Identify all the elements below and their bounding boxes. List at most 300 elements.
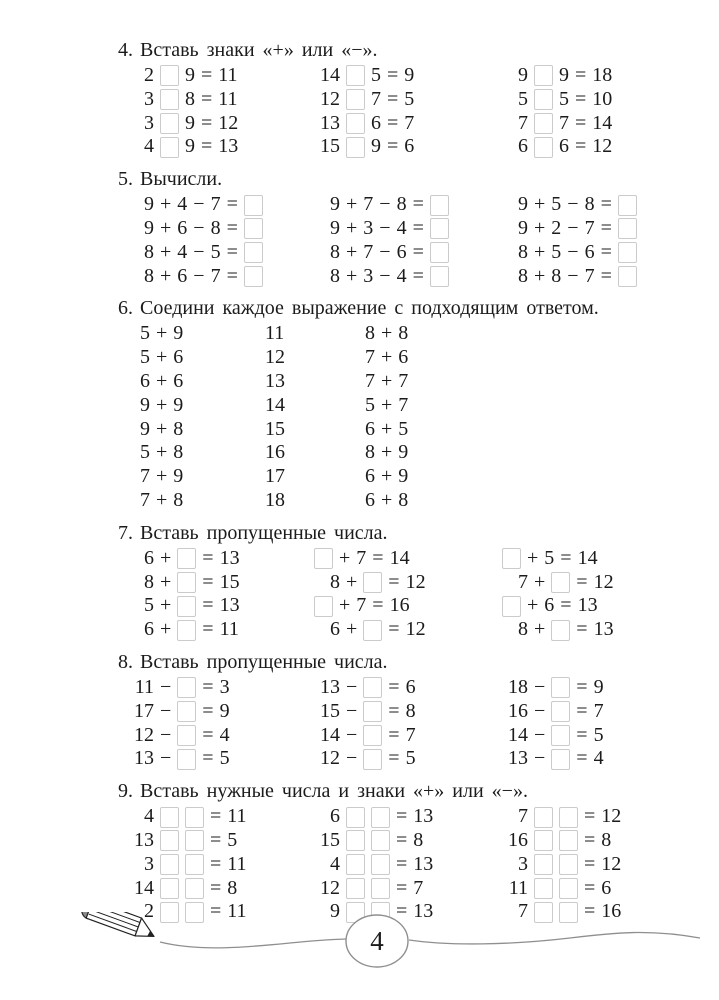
operator-sign: +	[534, 240, 546, 263]
equation-column	[314, 64, 502, 159]
number: 12	[218, 111, 239, 134]
number: 12	[134, 723, 154, 746]
answer-box[interactable]	[177, 572, 196, 593]
answer-box[interactable]	[430, 195, 449, 216]
answer-box[interactable]	[160, 89, 179, 110]
number: 9	[518, 64, 528, 86]
answer-box[interactable]	[363, 572, 382, 593]
equals-sign: =	[396, 828, 408, 851]
match-expression	[140, 346, 265, 370]
number: 2	[144, 64, 154, 86]
operator-sign: +	[339, 546, 351, 569]
number: 3	[144, 111, 154, 134]
number: 9	[330, 216, 340, 239]
number: 12	[601, 852, 622, 875]
exercise-number: 7.	[118, 521, 133, 544]
answer-box[interactable]	[618, 195, 637, 216]
equation	[502, 193, 719, 217]
number: 16	[265, 441, 285, 464]
operator-sign: +	[534, 570, 546, 593]
answer-box[interactable]	[177, 620, 196, 641]
equals-sign: =	[584, 876, 596, 899]
operator-sign: +	[381, 417, 393, 440]
answer-box[interactable]	[534, 137, 553, 158]
answer-box[interactable]	[346, 807, 365, 828]
answer-box[interactable]	[177, 677, 196, 698]
answer-box[interactable]	[534, 89, 553, 110]
equation	[314, 265, 502, 289]
number: 2	[144, 900, 154, 923]
number: 6	[371, 111, 381, 134]
number: 5	[593, 723, 604, 746]
equation	[128, 877, 314, 901]
number: 6	[173, 346, 184, 369]
page-number: 4	[370, 926, 384, 956]
match-expression	[140, 441, 265, 465]
answer-box[interactable]	[346, 137, 365, 158]
matching-grid	[140, 322, 719, 512]
equation	[314, 571, 502, 595]
operator-sign: +	[160, 240, 172, 263]
equation	[502, 135, 719, 159]
equation	[128, 217, 314, 241]
operator-sign: +	[534, 216, 546, 239]
equals-sign: =	[575, 111, 587, 134]
number: 7	[398, 393, 409, 416]
answer-box[interactable]	[160, 65, 179, 86]
answer-box[interactable]	[185, 878, 204, 899]
exercise-5	[118, 167, 719, 288]
answer-box[interactable]	[559, 878, 578, 899]
operator-sign: −	[193, 240, 205, 263]
equation	[502, 700, 719, 724]
number: 6	[584, 240, 595, 263]
number: 6	[144, 546, 154, 569]
operator-sign: −	[160, 675, 172, 698]
equation	[502, 571, 719, 595]
number: 3	[144, 87, 154, 110]
answer-box[interactable]	[363, 725, 382, 746]
number: 18	[592, 64, 613, 86]
operator-sign: −	[567, 193, 579, 216]
number: 6	[173, 369, 184, 392]
number: 8	[601, 828, 612, 851]
answer-box[interactable]	[314, 596, 333, 617]
number: 13	[577, 594, 598, 617]
operator-sign: +	[339, 594, 351, 617]
number: 6	[396, 240, 407, 263]
number: 8	[210, 216, 221, 239]
number: 4	[177, 240, 188, 263]
answer-box[interactable]	[346, 113, 365, 134]
answer-box[interactable]	[346, 878, 365, 899]
number: 16	[389, 594, 410, 617]
operator-sign: −	[193, 264, 205, 287]
answer-box[interactable]	[559, 830, 578, 851]
answer-box[interactable]	[551, 620, 570, 641]
exercise-8	[118, 650, 719, 771]
exercise-title: Соедини каждое выражение с подходящим ответом.	[140, 297, 599, 320]
answer-box[interactable]	[160, 830, 179, 851]
equals-sign: =	[387, 64, 399, 86]
exercise-title: Вставь знаки «+» или «−».	[140, 39, 378, 61]
number: 9	[144, 216, 154, 239]
equation	[502, 217, 719, 241]
answer-box[interactable]	[559, 807, 578, 828]
number: 4	[330, 852, 340, 875]
answer-box[interactable]	[160, 137, 179, 158]
answer-box[interactable]	[363, 749, 382, 770]
number: 5	[140, 441, 150, 464]
number: 7	[518, 900, 528, 923]
equation-column	[502, 676, 719, 771]
exercise-number: 8.	[118, 650, 133, 673]
match-answer	[265, 322, 365, 346]
answer-box[interactable]	[185, 807, 204, 828]
number: 10	[592, 87, 613, 110]
equals-sign: =	[210, 828, 222, 851]
number: 5	[559, 87, 569, 110]
match-expression	[140, 465, 265, 489]
answer-box[interactable]	[185, 830, 204, 851]
operator-sign: −	[160, 723, 172, 746]
number: 6	[177, 264, 188, 287]
answer-box[interactable]	[346, 854, 365, 875]
answer-box[interactable]	[244, 195, 263, 216]
answer-box[interactable]	[371, 878, 390, 899]
number: 8	[551, 264, 562, 287]
operator-sign: +	[346, 570, 358, 593]
answer-box[interactable]	[534, 830, 553, 851]
match-expression	[140, 394, 265, 418]
answer-box[interactable]	[160, 854, 179, 875]
operator-sign: −	[346, 675, 358, 698]
number: 11	[227, 852, 247, 875]
answer-box[interactable]	[177, 596, 196, 617]
operator-sign: −	[567, 240, 579, 263]
number: 7	[404, 111, 415, 134]
answer-box[interactable]	[363, 701, 382, 722]
operator-sign: +	[160, 594, 172, 617]
equation-grid	[128, 805, 719, 924]
number: 5	[551, 240, 562, 263]
equals-sign: =	[584, 828, 596, 851]
operator-sign: +	[527, 546, 539, 569]
answer-box[interactable]	[534, 65, 553, 86]
exercise-title: Вставь пропущенные числа.	[140, 650, 388, 673]
number: 11	[265, 322, 285, 345]
exercise-number: 4.	[118, 39, 133, 61]
equals-sign: =	[210, 852, 222, 875]
operator-sign: +	[160, 546, 172, 569]
equation	[128, 829, 314, 853]
number: 9	[140, 393, 150, 416]
operator-sign: −	[346, 699, 358, 722]
number: 9	[173, 465, 184, 488]
answer-box[interactable]	[502, 548, 521, 569]
number: 8	[413, 828, 424, 851]
answer-box[interactable]	[346, 65, 365, 86]
equals-sign: =	[576, 747, 588, 770]
answer-box[interactable]	[371, 854, 390, 875]
number: 6	[177, 216, 188, 239]
answer-box[interactable]	[177, 701, 196, 722]
equation	[502, 805, 719, 829]
answer-box[interactable]	[346, 830, 365, 851]
number: 12	[265, 346, 285, 369]
number: 18	[508, 675, 528, 698]
equation	[314, 135, 502, 159]
number: 9	[144, 193, 154, 216]
operator-sign: −	[379, 193, 391, 216]
answer-box[interactable]	[371, 830, 390, 851]
number: 7	[518, 805, 528, 828]
equation	[314, 64, 502, 88]
equals-sign: =	[388, 570, 400, 593]
operator-sign: −	[379, 240, 391, 263]
equals-sign: =	[201, 64, 213, 86]
equation	[502, 724, 719, 748]
number: 12	[320, 747, 340, 770]
equation	[314, 618, 502, 642]
number: 16	[601, 900, 622, 923]
number: 11	[218, 87, 238, 110]
answer-box[interactable]	[430, 266, 449, 287]
exercise-header	[118, 38, 719, 63]
exercise-header	[118, 650, 719, 675]
answer-box[interactable]	[618, 242, 637, 263]
match-expression	[365, 370, 719, 394]
number: 6	[365, 488, 375, 511]
number: 5	[544, 546, 555, 569]
equals-sign: =	[388, 723, 400, 746]
match-answer	[265, 370, 365, 394]
answer-box[interactable]	[618, 266, 637, 287]
equation	[314, 217, 502, 241]
equation-column	[128, 547, 314, 642]
equation	[128, 805, 314, 829]
number: 9	[140, 417, 150, 440]
answer-box[interactable]	[551, 677, 570, 698]
equation-column	[128, 805, 314, 924]
operator-sign: −	[379, 264, 391, 287]
exercise-number: 9.	[118, 780, 133, 803]
number: 14	[265, 393, 285, 416]
match-expression	[365, 322, 719, 346]
equals-sign: =	[372, 546, 384, 569]
answer-box[interactable]	[363, 620, 382, 641]
equals-sign: =	[388, 747, 400, 770]
operator-sign: +	[346, 618, 358, 641]
operator-sign: +	[156, 417, 168, 440]
answer-box[interactable]	[160, 113, 179, 134]
answer-box[interactable]	[177, 548, 196, 569]
number: 9	[173, 393, 184, 416]
number: 13	[134, 828, 154, 851]
answer-box[interactable]	[534, 113, 553, 134]
equals-sign: =	[226, 264, 238, 287]
number: 7	[363, 193, 374, 216]
number: 15	[320, 828, 340, 851]
number: 13	[219, 546, 240, 569]
answer-box[interactable]	[160, 878, 179, 899]
equation	[314, 676, 502, 700]
answer-box[interactable]	[346, 89, 365, 110]
match-answer	[265, 346, 365, 370]
number: 7	[559, 111, 569, 134]
number: 9	[398, 465, 409, 488]
number: 9	[185, 135, 195, 158]
equals-sign: =	[576, 699, 588, 722]
equation	[314, 594, 502, 618]
number: 15	[265, 417, 285, 440]
equation-column	[314, 547, 502, 642]
equals-sign: =	[201, 87, 213, 110]
number: 8	[144, 240, 154, 263]
answer-box[interactable]	[160, 807, 179, 828]
answer-box[interactable]	[551, 572, 570, 593]
equation	[128, 64, 314, 88]
equation	[502, 547, 719, 571]
equation-column	[140, 322, 265, 512]
equation-grid	[128, 193, 719, 288]
operator-sign: +	[156, 441, 168, 464]
equals-sign: =	[560, 594, 572, 617]
number: 11	[227, 900, 247, 923]
number: 12	[320, 876, 340, 899]
number: 6	[601, 876, 612, 899]
equation	[314, 747, 502, 771]
equals-sign: =	[412, 240, 424, 263]
answer-box[interactable]	[534, 807, 553, 828]
answer-box[interactable]	[551, 701, 570, 722]
answer-box[interactable]	[363, 677, 382, 698]
number: 17	[265, 465, 285, 488]
number: 6	[544, 594, 555, 617]
number: 13	[413, 852, 434, 875]
number: 16	[508, 828, 528, 851]
answer-box[interactable]	[177, 749, 196, 770]
number: 8	[173, 488, 184, 511]
number: 11	[508, 876, 528, 899]
answer-box[interactable]	[551, 725, 570, 746]
equation	[128, 618, 314, 642]
answer-box[interactable]	[502, 596, 521, 617]
number: 11	[134, 675, 154, 698]
answer-box[interactable]	[430, 218, 449, 239]
number: 6	[404, 135, 415, 158]
equation	[128, 547, 314, 571]
equation	[502, 112, 719, 136]
match-expression	[140, 370, 265, 394]
equation-grid	[128, 547, 719, 642]
operator-sign: −	[534, 723, 546, 746]
equation-column	[502, 805, 719, 924]
number: 5	[210, 240, 221, 263]
number: 9	[185, 64, 195, 86]
number: 9	[330, 193, 340, 216]
number: 7	[365, 369, 375, 392]
answer-box[interactable]	[314, 548, 333, 569]
answer-box[interactable]	[534, 878, 553, 899]
exercise-header	[118, 521, 719, 546]
number: 8	[144, 264, 154, 287]
answer-box[interactable]	[185, 854, 204, 875]
number: 4	[219, 723, 230, 746]
answer-box[interactable]	[551, 749, 570, 770]
exercise-header	[118, 296, 719, 321]
equation	[314, 805, 502, 829]
answer-box[interactable]	[430, 242, 449, 263]
number: 15	[219, 570, 240, 593]
number: 9	[371, 135, 381, 158]
number: 12	[405, 618, 426, 641]
answer-box[interactable]	[534, 854, 553, 875]
answer-box[interactable]	[244, 242, 263, 263]
answer-box[interactable]	[177, 725, 196, 746]
number: 11	[219, 618, 239, 641]
equals-sign: =	[202, 570, 214, 593]
equation	[128, 676, 314, 700]
number: 7	[356, 594, 367, 617]
operator-sign: +	[381, 346, 393, 369]
number: 4	[144, 135, 154, 158]
equals-sign: =	[584, 852, 596, 875]
answer-box[interactable]	[559, 854, 578, 875]
exercise-title: Вычисли.	[140, 168, 223, 191]
number: 7	[518, 570, 528, 593]
answer-box[interactable]	[618, 218, 637, 239]
equals-sign: =	[396, 876, 408, 899]
equation-column	[265, 322, 365, 512]
operator-sign: +	[160, 618, 172, 641]
answer-box[interactable]	[244, 218, 263, 239]
operator-sign: +	[534, 618, 546, 641]
number: 6	[330, 805, 340, 828]
equation-grid	[128, 676, 719, 771]
equals-sign: =	[600, 240, 612, 263]
operator-sign: +	[156, 322, 168, 345]
operator-sign: +	[381, 322, 393, 345]
number: 7	[398, 369, 409, 392]
number: 8	[185, 87, 195, 110]
operator-sign: −	[346, 747, 358, 770]
answer-box[interactable]	[371, 807, 390, 828]
equation	[502, 265, 719, 289]
number: 14	[577, 546, 598, 569]
number: 8	[173, 441, 184, 464]
number: 8	[518, 618, 528, 641]
operator-sign: −	[534, 675, 546, 698]
number: 9	[559, 64, 569, 86]
exercise-7	[118, 521, 719, 642]
equation	[128, 700, 314, 724]
operator-sign: +	[160, 193, 172, 216]
equals-sign: =	[202, 546, 214, 569]
equation	[314, 829, 502, 853]
number: 9	[330, 900, 340, 923]
footer-decoration	[0, 912, 719, 1000]
operator-sign: +	[381, 441, 393, 464]
number: 4	[396, 216, 407, 239]
answer-box[interactable]	[244, 266, 263, 287]
exercise-6	[118, 296, 719, 512]
equals-sign: =	[226, 240, 238, 263]
number: 3	[363, 216, 374, 239]
exercise-header	[118, 167, 719, 192]
equation	[128, 724, 314, 748]
equation	[314, 112, 502, 136]
